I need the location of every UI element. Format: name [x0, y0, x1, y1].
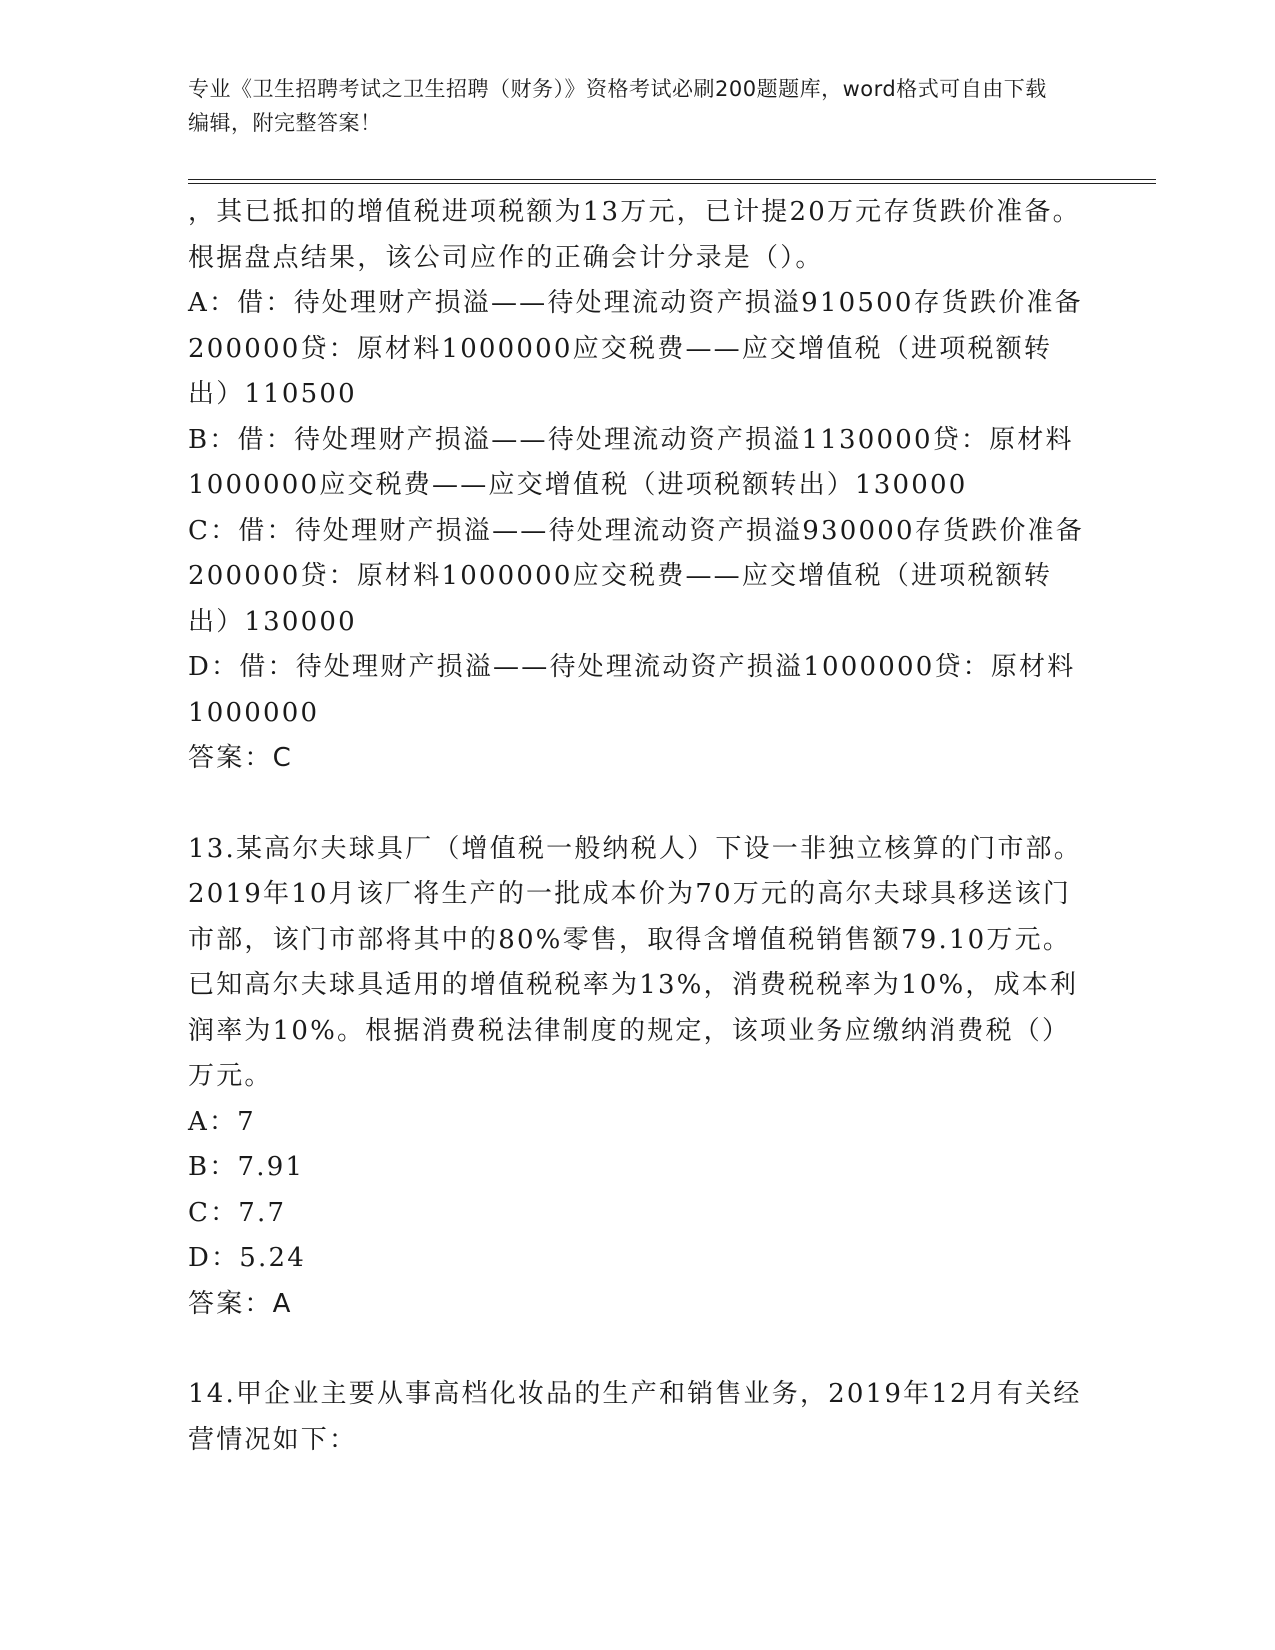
option-a: A：借：待处理财产损溢——待处理流动资产损溢910500存货跌价准备200000贷：原材料1000000应交税费——应交增值税（进项税额转出）110500: [188, 288, 1083, 409]
document-body: [188, 190, 1088, 1463]
question-stem: 14.甲企业主要从事高档化妆品的生产和销售业务，2019年12月有关经营情况如下：: [188, 1379, 1082, 1455]
question-13: [188, 827, 1088, 1328]
option-d: D：借：待处理财产损溢——待处理流动资产损溢1000000贷：原材料1000000: [188, 652, 1076, 728]
option-c: C：7.7: [188, 1197, 287, 1228]
document-header: 专业《卫生招聘考试之卫生招聘（财务）》资格考试必刷200题题库，word格式可自由下载编辑，附完整答案！: [188, 77, 1047, 135]
answer: 答案：C: [188, 743, 293, 773]
question-stem: 13.某高尔夫球具厂（增值税一般纳税人）下设一非独立核算的门市部。2019年10月该厂将生产的一批成本价为70万元的高尔夫球具移送该门市部，该门市部将其中的80%零售，取得含增值税销售额79.10万元。已知高尔夫球具适用的增值税税率为13%，消费税税率为10%，成本利润率为10%。根据消费税法律制度的规定，该项业务应缴纳消费税（）万元。: [188, 833, 1082, 1091]
header-divider-bottom: [188, 183, 1156, 184]
question-14: [188, 1372, 1088, 1463]
spacer: [188, 1327, 1088, 1372]
option-b: B：借：待处理财产损溢——待处理流动资产损溢1130000贷：原材料1000000应交税费——应交增值税（进项税额转出）130000: [188, 424, 1074, 500]
question-stem-continued: ，其已抵扣的增值税进项税额为13万元，已计提20万元存货跌价准备。根据盘点结果，该公司应作的正确会计分录是（）。: [188, 197, 1081, 273]
option-a: A：7: [188, 1106, 256, 1137]
question-12: [188, 190, 1088, 782]
option-c: C：借：待处理财产损溢——待处理流动资产损溢930000存货跌价准备200000贷：原材料1000000应交税费——应交增值税（进项税额转出）130000: [188, 515, 1084, 637]
option-d: D：5.24: [188, 1243, 306, 1273]
option-b: B：7.91: [188, 1152, 305, 1182]
header-divider-top: [188, 179, 1156, 180]
answer: 答案：A: [188, 1288, 293, 1319]
spacer: [188, 782, 1088, 827]
